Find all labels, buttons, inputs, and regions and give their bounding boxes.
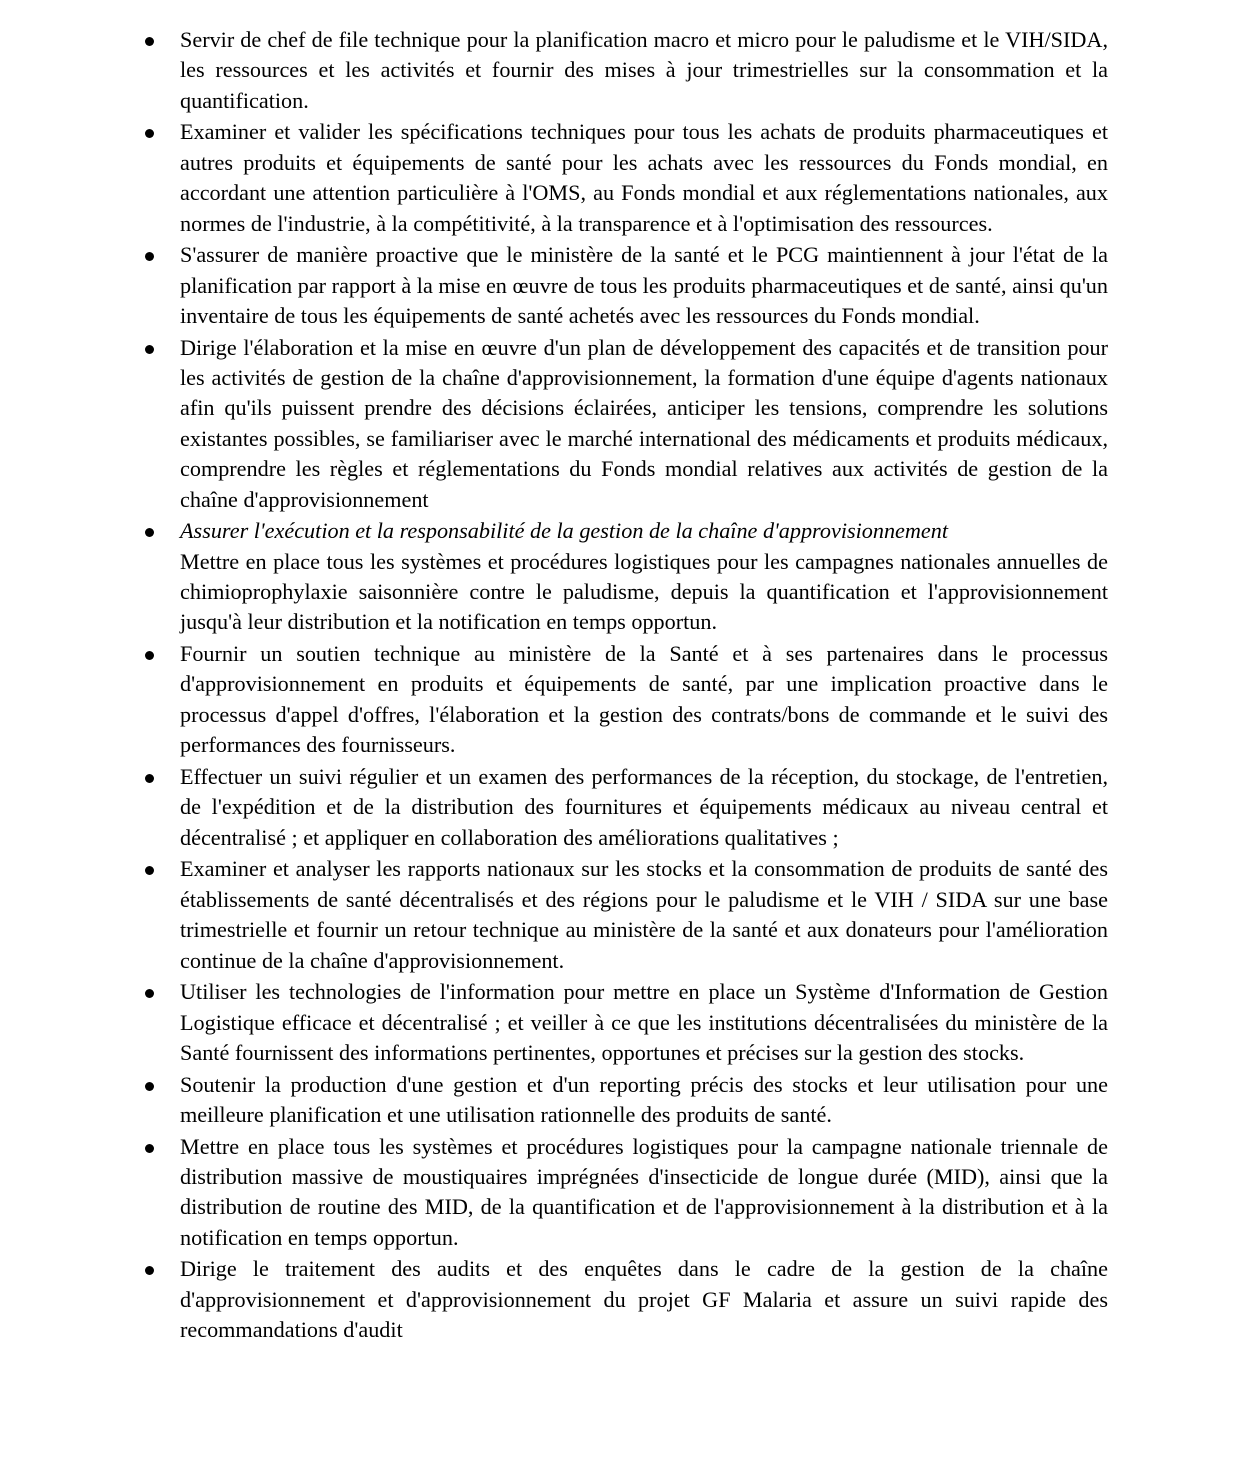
list-item-text: Servir de chef de file technique pour la planification macro et micro pour le paludisme et le VIH/SIDA, les ressources et les activités et fournir des mises à jour trimestrielles sur la consommation et la quantification.: [180, 27, 1108, 113]
list-item-text: Examiner et valider les spécifications techniques pour tous les achats de produits pharmaceutiques et autres produits et équipements de santé pour les achats avec les ressources du Fonds mondial, en accordant une attention particulière à l'OMS, au Fonds mondial et aux réglementations nationales, aux normes de l'industrie, à la compétitivité, à la transparence et à l'optimisation des ressources.: [180, 119, 1108, 236]
list-item: [180, 639, 1108, 761]
bullet-icon: [145, 528, 154, 537]
list-item: [180, 762, 1108, 853]
bullet-icon: [145, 1144, 154, 1153]
list-item-heading: Assurer l'exécution et la responsabilité de la gestion de la chaîne d'approvisionnement: [180, 518, 949, 544]
list-item: [180, 1254, 1108, 1345]
bullet-icon: [145, 989, 154, 998]
list-item-text: Fournir un soutien technique au ministère de la Santé et à ses partenaires dans le processus d'approvisionnement en produits et équipements de santé, par une implication proactive dans le processus d'appel d'offres, l'élaboration et la gestion des contrats/bons de commande et le suivi des performances des fournisseurs.: [180, 641, 1108, 758]
bullet-icon: [145, 129, 154, 138]
bullet-icon: [145, 252, 154, 261]
bullet-icon: [145, 1266, 154, 1275]
bullet-icon: [145, 1082, 154, 1091]
list-item: [180, 1070, 1108, 1131]
list-item: [180, 516, 1108, 638]
list-item: [180, 977, 1108, 1068]
list-item-text: Examiner et analyser les rapports nationaux sur les stocks et la consommation de produits de santé des établissements de santé décentralisés et des régions pour le paludisme et le VIH / SIDA sur une base trimestrielle et fournir un retour technique au ministère de la santé et aux donateurs pour l'amélioration continue de la chaîne d'approvisionnement.: [180, 856, 1108, 973]
list-item-text: Utiliser les technologies de l'information pour mettre en place un Système d'Information de Gestion Logistique efficace et décentralisé ; et veiller à ce que les institutions décentralisées du ministère de la Santé fournissent des informations pertinentes, opportunes et précises sur la gestion des stocks.: [180, 979, 1108, 1065]
list-item: [180, 25, 1108, 116]
bullet-icon: [145, 866, 154, 875]
list-item-text: Mettre en place tous les systèmes et procédures logistiques pour la campagne nationale triennale de distribution massive de moustiquaires imprégnées d'insecticide de longue durée (MID), ainsi que la distribution de routine des MID, de la quantification et de l'approvisionnement à la distribution et à la notification en temps opportun.: [180, 1133, 1108, 1250]
bullet-icon: [145, 345, 154, 354]
bullet-icon: [145, 651, 154, 660]
bullet-list: [180, 25, 1108, 1347]
bullet-icon: [145, 774, 154, 783]
list-item-text: Soutenir la production d'une gestion et d'un reporting précis des stocks et leur utilisation pour une meilleure planification et une utilisation rationnelle des produits de santé.: [180, 1071, 1108, 1127]
list-item-text: Mettre en place tous les systèmes et procédures logistiques pour les campagnes nationales annuelles de chimioprophylaxie saisonnière contre le paludisme, depuis la quantification et l'approvisionnement jusqu'à leur distribution et la notification en temps opportun.: [180, 548, 1108, 635]
list-item: [180, 1132, 1108, 1254]
list-item: [180, 240, 1108, 331]
bullet-icon: [145, 37, 154, 46]
list-item: [180, 333, 1108, 515]
list-item: [180, 117, 1108, 239]
list-item-text: Effectuer un suivi régulier et un examen des performances de la réception, du stockage, de l'entretien, de l'expédition et de la distribution des fournitures et équipements médicaux au niveau central et décentralisé ; et appliquer en collaboration des améliorations qualitatives ;: [180, 763, 1108, 850]
list-item-text: S'assurer de manière proactive que le ministère de la santé et le PCG maintiennent à jour l'état de la planification par rapport à la mise en œuvre de tous les produits pharmaceutiques et de santé, ainsi qu'un inventaire de tous les équipements de santé achetés avec les ressources du Fonds mondial.: [180, 242, 1108, 329]
list-item-text: Dirige l'élaboration et la mise en œuvre d'un plan de développement des capacités et de transition pour les activités de gestion de la chaîne d'approvisionnement, la formation d'une équipe d'agents nationaux afin qu'ils puissent prendre des décisions éclairées, anticiper les tensions, comprendre les solutions existantes possibles, se familiariser avec le marché international des médicaments et produits médicaux, comprendre les règles et réglementations du Fonds mondial relatives aux activités de gestion de la chaîne d'approvisionnement: [180, 334, 1108, 512]
list-item: [180, 854, 1108, 976]
list-item-text: Dirige le traitement des audits et des enquêtes dans le cadre de la gestion de la chaîne d'approvisionnement et d'approvisionnement du projet GF Malaria et assure un suivi rapide des recommandations d'audit: [180, 1256, 1108, 1343]
